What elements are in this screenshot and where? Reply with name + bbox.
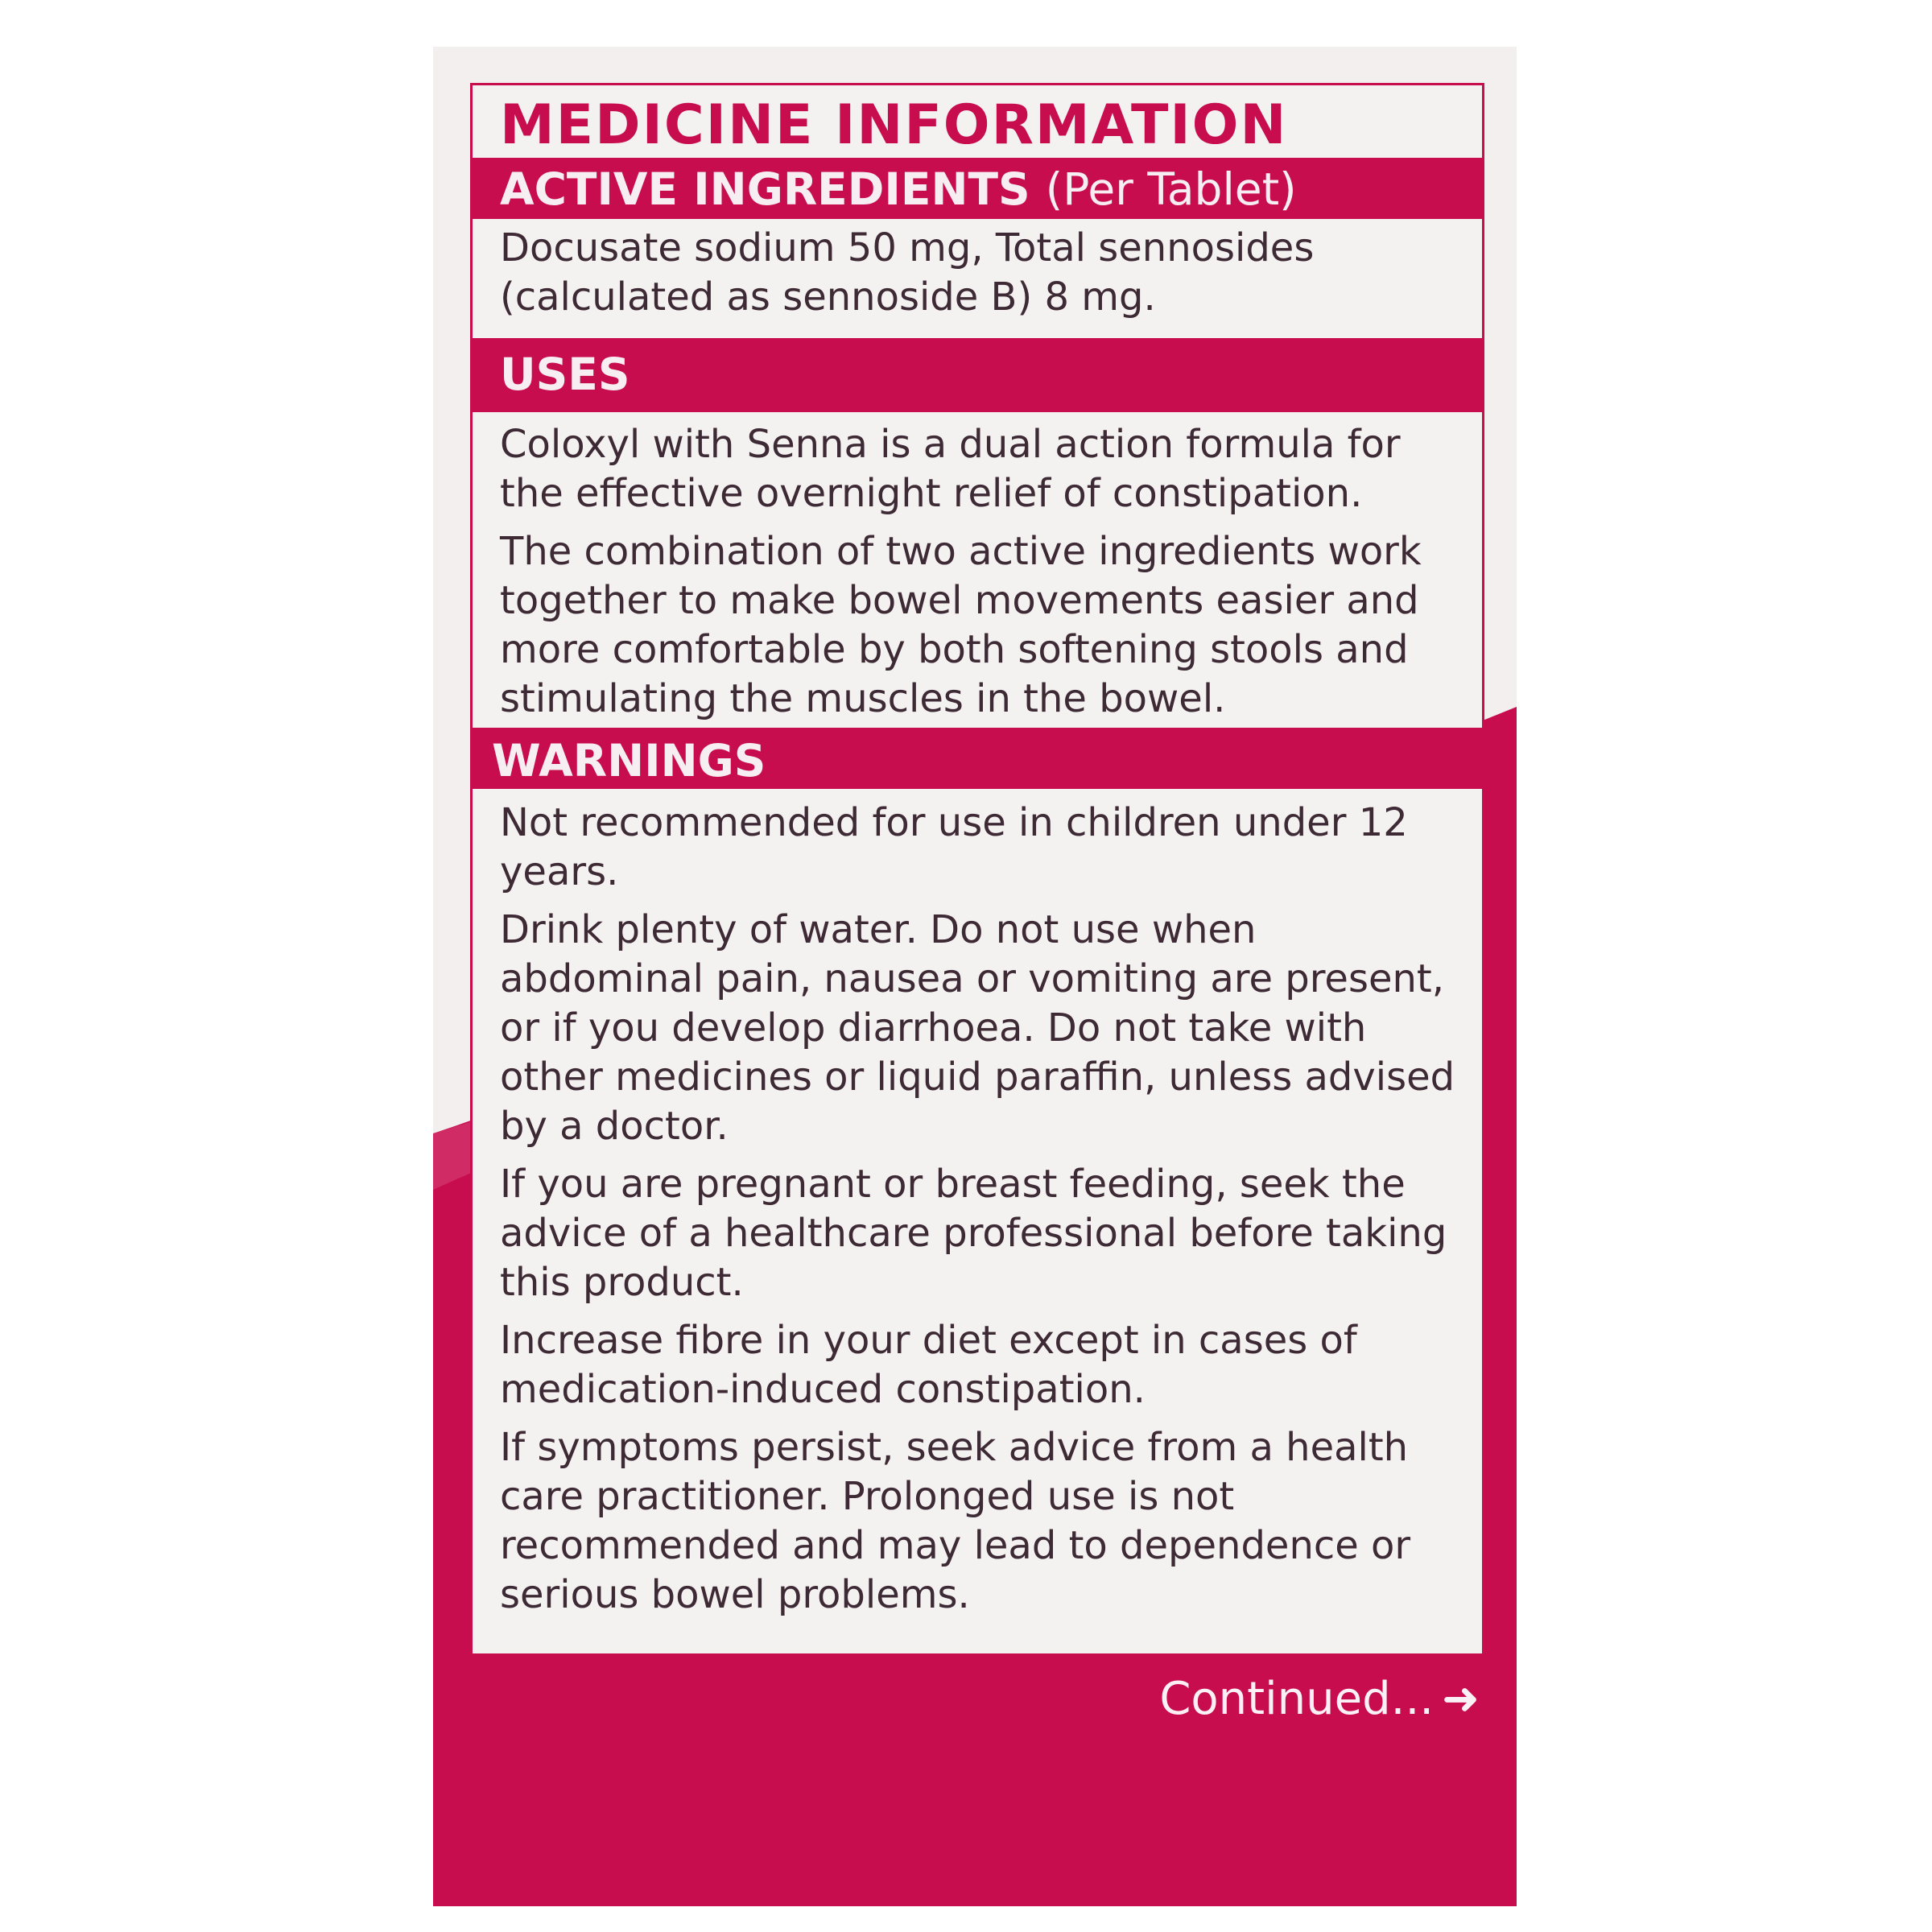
warnings-paragraph-4: Increase fibre in your diet except in cases of medication-induced constipation. <box>500 1318 1357 1412</box>
warnings-paragraph-1: Not recommended for use in children under 12 years. <box>500 800 1408 894</box>
warnings-section <box>473 789 1482 1653</box>
active-ingredients-heading-label: ACTIVE INGREDIENTS <box>500 163 1030 215</box>
uses-paragraph-1: Coloxyl with Senna is a dual action formula for the effective overnight relief of constipation. <box>500 422 1401 516</box>
active-ingredients-text <box>473 219 1482 338</box>
active-ingredients-paragraph: Docusate sodium 50 mg, Total sennosides (calculated as sennoside B) 8 mg. <box>500 225 1315 320</box>
uses-section <box>473 412 1482 728</box>
continued-label <box>1158 1671 1480 1728</box>
warnings-paragraph-3: If you are pregnant or breast feeding, seek the advice of a healthcare professional before taking this product. <box>500 1162 1447 1305</box>
page-title: MEDICINE INFORMATION <box>473 85 1482 158</box>
active-ingredients-heading-note: (Per Tablet) <box>1045 163 1297 215</box>
continued-text: Continued... <box>1159 1673 1435 1725</box>
package-back-panel <box>433 47 1517 1906</box>
warnings-heading: WARNINGS <box>492 735 766 786</box>
arrow-right-icon: ➜ <box>1442 1673 1480 1725</box>
warnings-paragraph-5: If symptoms persist, seek advice from a health care practitioner. Prolonged use is not recommended and may lead to dependence or serious bowel problems. <box>500 1425 1411 1617</box>
warnings-paragraph-2: Drink plenty of water. Do not use when abdominal pain, nausea or vomiting are present, or if you develop diarrhoea. Do not take with other medicines or liquid paraffin, unless advised by a doctor. <box>500 907 1455 1149</box>
uses-heading: USES <box>500 349 630 400</box>
uses-paragraph-2: The combination of two active ingredients work together to make bowel movements easier and more comfortable by both softening stools and stimulating the muscles in the bowel. <box>500 529 1422 721</box>
medicine-info-panel <box>470 83 1484 1654</box>
active-ingredients-heading <box>473 158 1482 219</box>
